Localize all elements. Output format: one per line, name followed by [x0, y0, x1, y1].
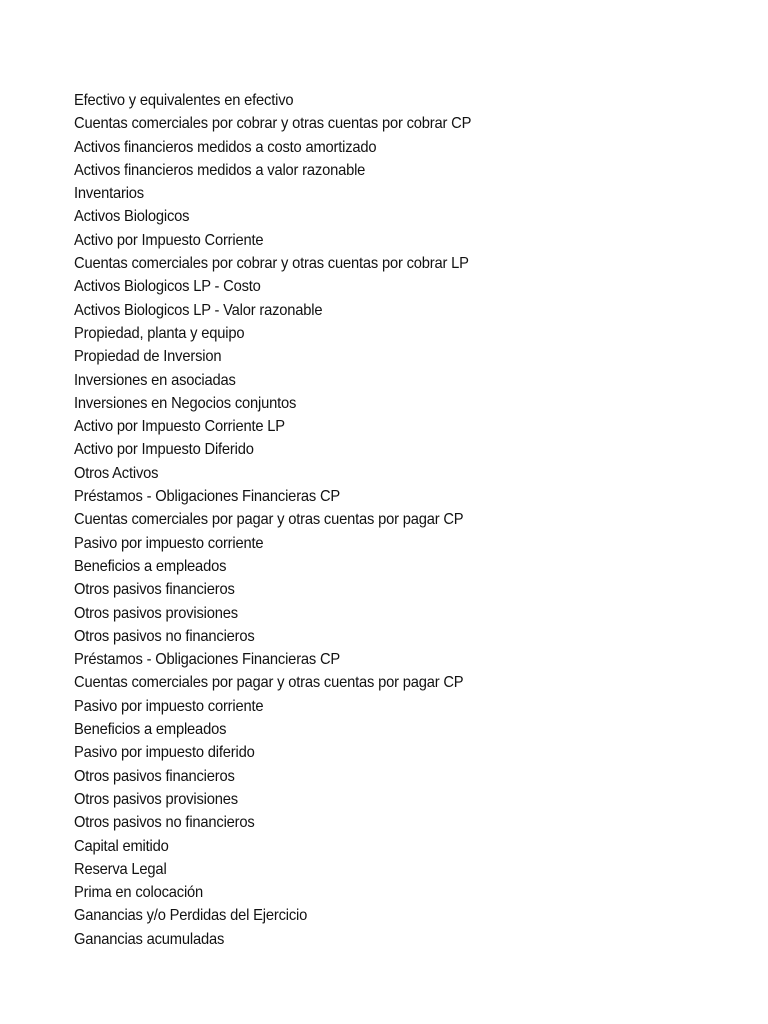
list-item: Otros pasivos no financieros: [74, 814, 255, 832]
list-item: Préstamos - Obligaciones Financieras CP: [74, 488, 341, 506]
list-item: Pasivo por impuesto diferido: [74, 744, 255, 762]
list-item: Ganancias y/o Perdidas del Ejercicio: [74, 907, 308, 925]
list-item: Capital emitido: [74, 837, 169, 855]
list-item: Inversiones en Negocios conjuntos: [74, 394, 297, 412]
list-item: Inventarios: [74, 185, 144, 203]
list-item: Cuentas comerciales por pagar y otras cuentas por pagar CP: [74, 674, 464, 692]
list-item: Cuentas comerciales por pagar y otras cuentas por pagar CP: [74, 511, 464, 529]
account-list: [74, 89, 506, 951]
list-item: Efectivo y equivalentes en efectivo: [74, 92, 294, 109]
list-item: Activo por Impuesto Corriente LP: [74, 418, 285, 436]
list-item: Otros pasivos provisiones: [74, 790, 238, 808]
list-item: Pasivo por impuesto corriente: [74, 534, 264, 552]
list-item: Cuentas comerciales por cobrar y otras cuentas por cobrar CP: [74, 115, 472, 133]
list-item: Otros pasivos financieros: [74, 767, 235, 785]
list-item: Prima en colocación: [74, 884, 204, 902]
list-item: Propiedad, planta y equipo: [74, 324, 245, 342]
list-item: Otros Activos: [74, 464, 159, 482]
list-item: Pasivo por impuesto corriente: [74, 697, 264, 715]
list-item: Activo por Impuesto Diferido: [74, 441, 254, 459]
list-item: Beneficios a empleados: [74, 557, 227, 575]
list-item: Inversiones en asociadas: [74, 371, 236, 389]
list-item: Propiedad de Inversion: [74, 348, 222, 366]
list-item: Reserva Legal: [74, 860, 167, 878]
list-item: Activos Biologicos LP - Costo: [74, 278, 261, 296]
list-item: Activos financieros medidos a valor razonable: [74, 161, 366, 179]
list-item: Otros pasivos financieros: [74, 581, 235, 599]
list-item: Cuentas comerciales por cobrar y otras cuentas por cobrar LP: [74, 255, 469, 273]
list-item: Activos Biologicos: [74, 208, 190, 226]
list-item: Otros pasivos no financieros: [74, 627, 255, 645]
list-item: Préstamos - Obligaciones Financieras CP: [74, 651, 341, 669]
list-item: Activos financieros medidos a costo amortizado: [74, 138, 377, 156]
list-item: Beneficios a empleados: [74, 721, 227, 739]
list-item: Ganancias acumuladas: [74, 930, 225, 948]
list-item: Activos Biologicos LP - Valor razonable: [74, 301, 323, 319]
list-item: Activo por Impuesto Corriente: [74, 231, 264, 249]
list-item: Otros pasivos provisiones: [74, 604, 238, 622]
